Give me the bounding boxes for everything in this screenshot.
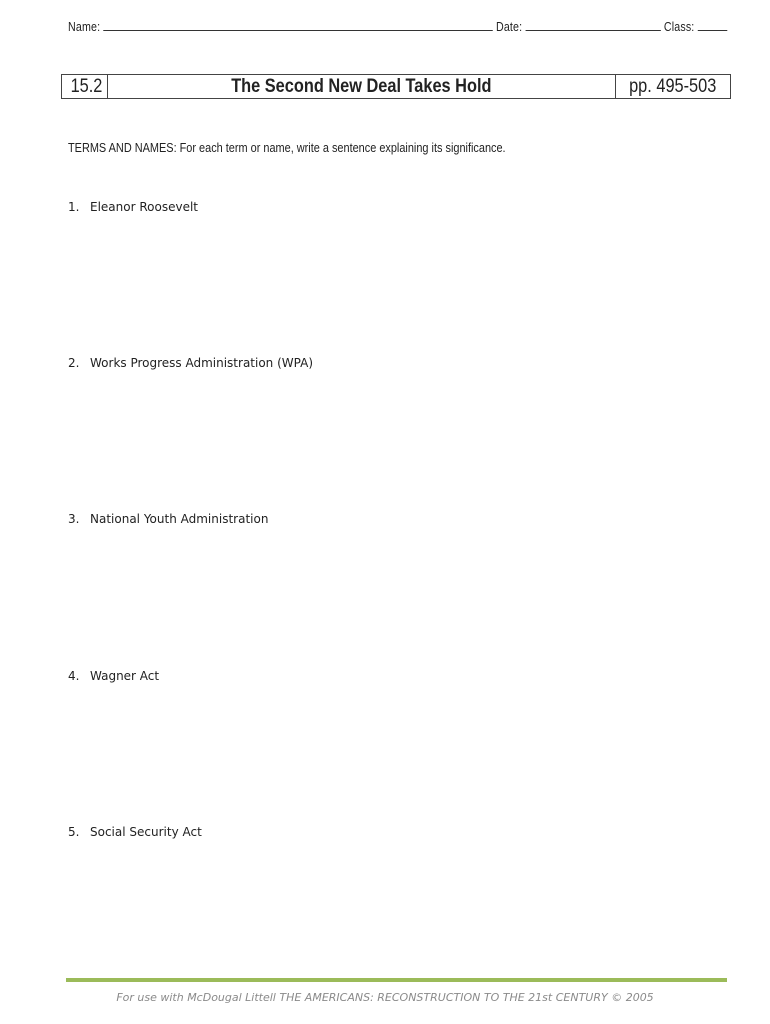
term-item (68, 356, 313, 370)
section-pages: pp. 495-503 (629, 75, 717, 97)
section-title-box (61, 74, 731, 99)
section-number: 15.2 (70, 75, 103, 97)
term-number: 4. (68, 669, 80, 683)
section-title: The Second New Deal Takes Hold (231, 75, 492, 97)
term-item (68, 512, 268, 526)
class-blank[interactable] (698, 18, 728, 31)
section-number-cell (62, 75, 108, 98)
term-number: 5. (68, 825, 80, 839)
term-item (68, 669, 159, 683)
term-number: 1. (68, 200, 80, 214)
term-item (68, 200, 198, 214)
footer-credit: For use with McDougal Littell THE AMERICANS: RECONSTRUCTION TO THE 21st CENTURY © 2005 (116, 991, 654, 1004)
date-label: Date: (495, 19, 523, 34)
name-label: Name: (68, 19, 101, 34)
name-blank[interactable] (103, 18, 493, 31)
term-text: National Youth Administration (90, 512, 269, 526)
term-text: Works Progress Administration (WPA) (90, 356, 314, 370)
term-number: 3. (68, 512, 80, 526)
instructions: TERMS AND NAMES: For each term or name, write a sentence explaining its significance. (68, 140, 506, 155)
term-number: 2. (68, 356, 80, 370)
term-text: Wagner Act (90, 669, 160, 683)
student-info-line (68, 18, 695, 34)
footer-rule (66, 978, 727, 982)
date-blank[interactable] (525, 18, 660, 31)
section-pages-cell (616, 75, 730, 98)
section-title-cell (108, 75, 616, 98)
term-text: Social Security Act (90, 825, 202, 839)
class-label: Class: (663, 19, 695, 34)
term-item (68, 825, 202, 839)
term-text: Eleanor Roosevelt (90, 200, 198, 214)
